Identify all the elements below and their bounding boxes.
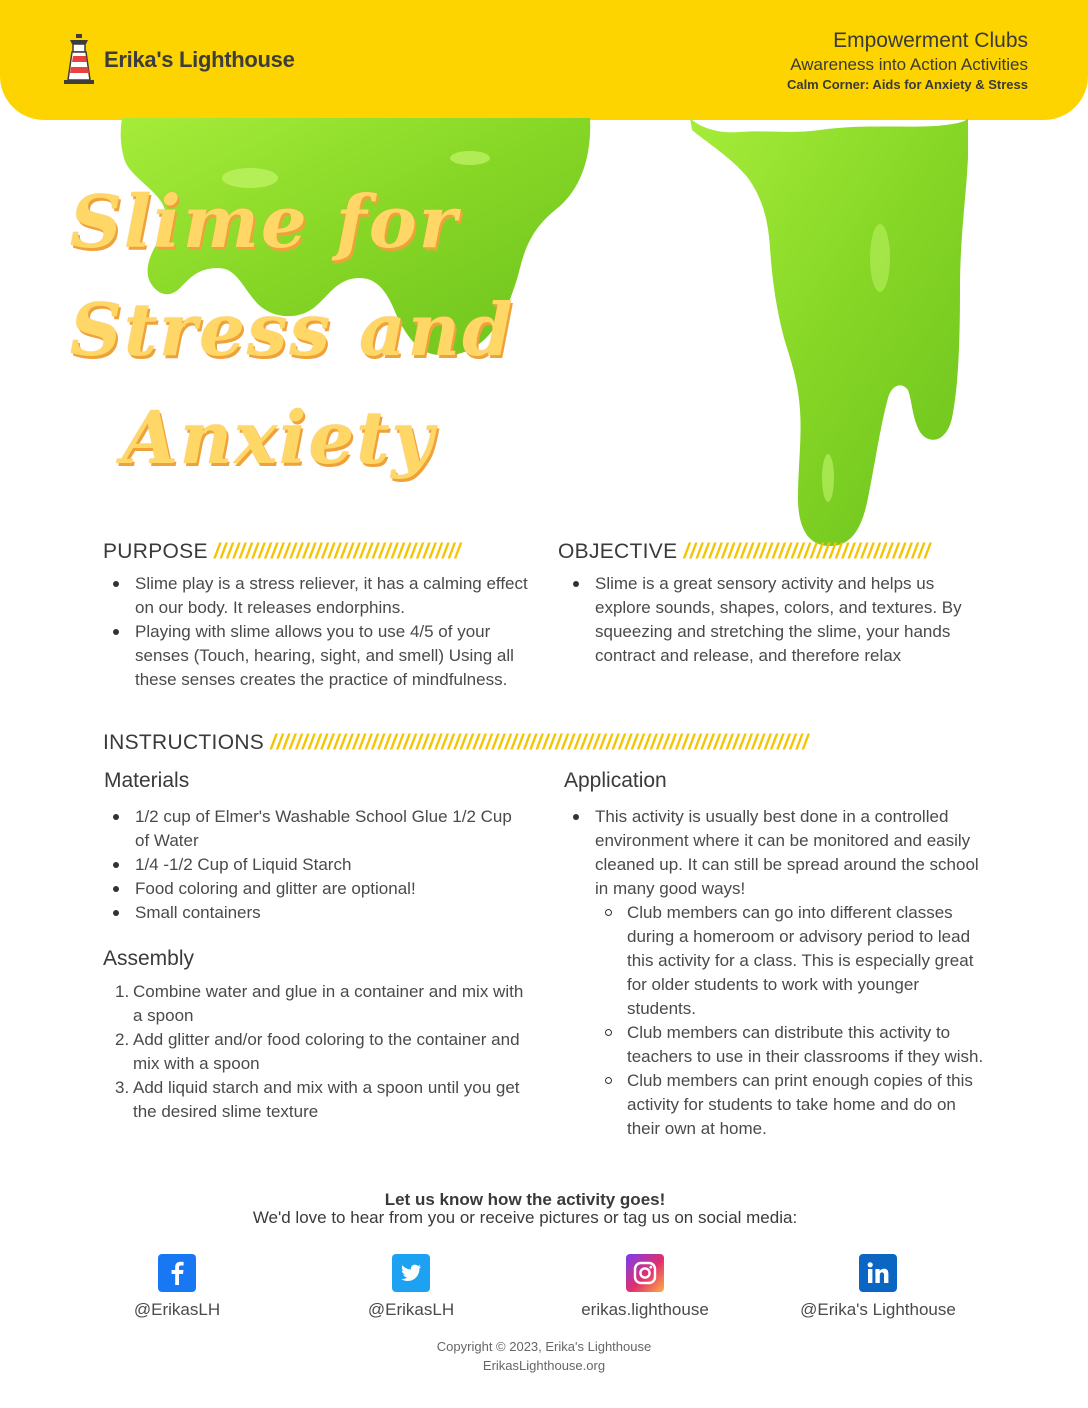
purpose-heading-label: PURPOSE	[103, 540, 208, 563]
header-banner	[0, 0, 1088, 120]
social-twitter[interactable]	[311, 1254, 511, 1320]
cta-heading: Let us know how the activity goes!	[384, 1190, 666, 1209]
program-title: Empowerment Clubs	[833, 29, 1028, 52]
social-instagram[interactable]	[545, 1254, 745, 1320]
facebook-icon[interactable]	[158, 1254, 196, 1292]
linkedin-handle: @Erika's Lighthouse	[800, 1300, 956, 1319]
title-line-1: Slime for	[70, 179, 459, 264]
instagram-icon[interactable]	[626, 1254, 664, 1292]
step-number: 2.	[115, 1030, 130, 1049]
sub-list-item: Club members can distribute this activity to teachers to use in their classrooms if they wish.	[595, 1021, 988, 1069]
assembly-steps	[103, 980, 528, 1124]
objective-heading	[558, 540, 931, 564]
step-text: Combine water and glue in a container and mix with a spoon	[133, 982, 524, 1025]
objective-divider: ///////////////////////////////////////	[683, 540, 931, 563]
step-item	[103, 980, 528, 1028]
list-item: 1/2 cup of Elmer's Washable School Glue 1/2 Cup of Water	[103, 805, 523, 853]
list-item	[563, 805, 988, 1141]
step-number: 1.	[115, 982, 130, 1001]
linkedin-icon[interactable]	[859, 1254, 897, 1292]
social-linkedin[interactable]	[778, 1254, 978, 1320]
assembly-heading: Assembly	[103, 947, 195, 970]
lighthouse-icon	[62, 34, 96, 86]
activity-category: Calm Corner: Aids for Anxiety & Stress	[786, 77, 1028, 92]
instructions-divider: /////////////////////////////////////////////////////////////////////////////////////	[270, 731, 809, 754]
objective-heading-label: OBJECTIVE	[558, 540, 678, 563]
sub-list-item: Club members can go into different classes during a homeroom or advisory period to lead this activity for a class. This is especially great for older students to work with younger students.	[595, 901, 988, 1021]
cta-text: We'd love to hear from you or receive pictures or tag us on social media:	[252, 1208, 798, 1227]
list-item: Food coloring and glitter are optional!	[103, 877, 523, 901]
step-number: 3.	[115, 1078, 130, 1097]
copyright-text: Copyright © 2023, Erika's Lighthouse	[436, 1339, 652, 1354]
objective-list	[563, 572, 983, 668]
twitter-icon[interactable]	[392, 1254, 430, 1292]
list-item: Playing with slime allows you to use 4/5 of your senses (Touch, hearing, sight, and smell) Using all these senses creates the practice of mindfulness.	[103, 620, 533, 692]
title-line-2: Stress and	[70, 287, 515, 372]
social-facebook[interactable]	[77, 1254, 277, 1320]
header-titles	[787, 28, 1028, 94]
step-text: Add glitter and/or food coloring to the container and mix with a spoon	[133, 1030, 520, 1073]
purpose-divider: ///////////////////////////////////////	[213, 540, 461, 563]
title-line-3: Anxiety	[122, 395, 436, 480]
twitter-handle: @ErikasLH	[367, 1300, 455, 1319]
page-title	[70, 168, 530, 492]
facebook-handle: @ErikasLH	[133, 1300, 221, 1319]
step-item	[103, 1028, 528, 1076]
materials-list	[103, 805, 523, 925]
purpose-list	[103, 572, 533, 692]
step-item	[103, 1076, 528, 1124]
website-link[interactable]: ErikasLighthouse.org	[482, 1358, 606, 1373]
list-item: Small containers	[103, 901, 523, 925]
instructions-heading-label: INSTRUCTIONS	[103, 731, 265, 754]
application-text: This activity is usually best done in a controlled environment where it can be monitored and easily cleaned up. It can still be spread around the school in many good ways!	[595, 807, 979, 898]
step-text: Add liquid starch and mix with a spoon until you get the desired slime texture	[133, 1078, 520, 1121]
materials-heading: Materials	[104, 769, 190, 792]
application-heading: Application	[564, 769, 667, 792]
purpose-heading	[103, 540, 461, 564]
logo[interactable]	[62, 34, 295, 86]
application-sublist	[595, 901, 988, 1141]
instructions-heading	[103, 731, 809, 755]
logo-text: Erika's Lighthouse	[104, 47, 295, 72]
list-item: 1/4 -1/2 Cup of Liquid Starch	[103, 853, 523, 877]
instagram-handle: erikas.lighthouse	[581, 1300, 709, 1319]
sub-list-item: Club members can print enough copies of this activity for students to take home and do on their own at home.	[595, 1069, 988, 1141]
list-item: Slime play is a stress reliever, it has a calming effect on our body. It releases endorphins.	[103, 572, 533, 620]
application-list	[563, 805, 988, 1141]
program-subtitle: Awareness into Action Activities	[790, 55, 1028, 74]
list-item: Slime is a great sensory activity and helps us explore sounds, shapes, colors, and textures. By squeezing and stretching the slime, your hands contract and release, and therefore relax	[563, 572, 983, 668]
